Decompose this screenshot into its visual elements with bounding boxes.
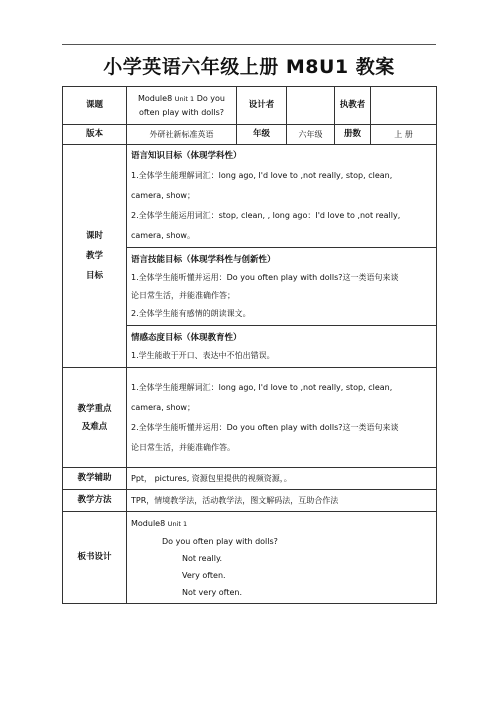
volume-value: 上 册 <box>371 125 437 145</box>
teacher-value <box>371 87 437 125</box>
row-methods <box>63 490 437 512</box>
header-rule <box>62 44 436 45</box>
attitude-objectives: 情感态度目标（体现教育性） 1.学生能敢于开口、表达中不怕出错误。 <box>127 326 437 368</box>
teacher-label: 执教者 <box>335 87 371 125</box>
row-knowledge-objectives <box>63 145 437 248</box>
volume-label: 册数 <box>335 125 371 145</box>
skill-objectives: 语言技能目标（体现学科性与创新性） 1.全体学生能听懂并运用：Do you often play with dolls?这一类语句来谈 论日常生活，并能准确作答； 2.全体学生能有感情的朗读课文。 <box>127 248 437 326</box>
topic-value: Module8 Unit 1 Do you often play with dolls? <box>127 87 237 125</box>
page-title: 小学英语六年级上册 M8U1 教案 <box>103 56 395 78</box>
key-points-label: 教学重点 及难点 <box>63 368 127 468</box>
row-board-design <box>63 512 437 604</box>
key-points-content: 1.全体学生能理解词汇：long ago, I'd love to ,not really, stop, clean, camera, show； 2.全体学生能听懂并运用：Do you often play with dolls?这一类语句来谈 论日常生活，并能准确作答。 <box>127 368 437 468</box>
row-aids <box>63 468 437 490</box>
edition-label: 版本 <box>63 125 127 145</box>
attitude-heading: 情感态度目标（体现教育性） <box>131 332 242 343</box>
aids-value: Ppt， pictures, 资源包里提供的视频资源，。 <box>127 468 437 490</box>
methods-label: 教学方法 <box>63 490 127 512</box>
grade-value: 六年级 <box>287 125 335 145</box>
board-label: 板书设计 <box>63 512 127 604</box>
topic-label: 课题 <box>63 87 127 125</box>
row-key-points <box>63 368 437 468</box>
skill-heading: 语言技能目标（体现学科性与创新性） <box>131 254 276 265</box>
row-edition <box>63 125 437 145</box>
knowledge-objectives: 语言知识目标（体现学科性） 1.全体学生能理解词汇：long ago, I'd love to ,not really, stop, clean, camera, show； 2.全体学生能运用词汇：stop, clean, , long ago：I'd love to ,not really, camera, show。 <box>127 145 437 248</box>
grade-label: 年级 <box>237 125 287 145</box>
designer-value <box>287 87 335 125</box>
designer-label: 设计者 <box>237 87 287 125</box>
knowledge-heading: 语言知识目标（体现学科性） <box>131 151 242 161</box>
objectives-label: 课时 教学 目标 <box>63 145 127 368</box>
edition-value: 外研社新标准英语 <box>127 125 237 145</box>
board-content: Module8 Unit 1 Do you often play with dolls? Not really. Very often. Not very often. <box>127 512 437 604</box>
row-topic <box>63 87 437 125</box>
aids-label: 教学辅助 <box>63 468 127 490</box>
lesson-plan-table <box>62 86 437 604</box>
methods-value: TPR，情境教学法，活动教学法，图文解码法，互助合作法 <box>127 490 437 512</box>
